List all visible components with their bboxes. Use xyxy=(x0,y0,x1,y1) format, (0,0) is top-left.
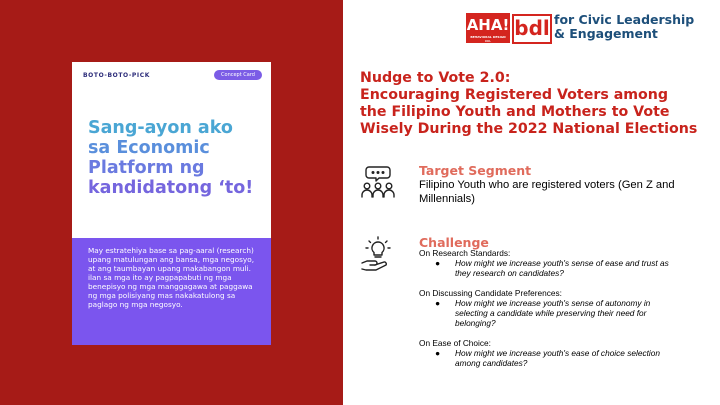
headline-line: Platform ng xyxy=(88,158,205,178)
challenge-group-label: On Ease of Choice: xyxy=(419,338,491,348)
card-brand: BOTO-BOTO-PICK xyxy=(83,72,151,79)
organization-logo xyxy=(466,13,706,45)
title-line: Encouraging Registered Voters among xyxy=(360,87,669,103)
people-discussion-icon xyxy=(360,164,396,200)
bullet-icon: ● xyxy=(435,348,441,358)
challenge-group xyxy=(419,338,714,368)
concept-card xyxy=(72,62,271,345)
challenge-group xyxy=(419,248,714,278)
card-body-panel xyxy=(72,238,271,345)
challenge-question-text: How might we increase youth's sense of autonomy in selecting a candidate while preserving their need for belonging? xyxy=(455,298,651,328)
target-segment-text: Filipino Youth who are registered voters (Gen Z and Millennials) xyxy=(419,179,675,205)
bdl-logo: bdl xyxy=(512,14,552,44)
challenge-question xyxy=(435,348,714,368)
card-top xyxy=(72,62,271,238)
challenge-group-label: On Discussing Candidate Preferences: xyxy=(419,288,562,298)
logo-tagline-line2: & Engagement xyxy=(554,26,658,41)
target-segment-heading: Target Segment xyxy=(419,163,532,178)
headline-line: kandidatong ‘to! xyxy=(88,178,254,198)
bullet-icon: ● xyxy=(435,298,441,308)
bullet-icon: ● xyxy=(435,258,441,268)
challenge-group-label: On Research Standards: xyxy=(419,248,511,258)
hand-lightbulb-icon xyxy=(360,236,396,272)
aha-logo-text: AHA! xyxy=(466,16,510,34)
challenge-heading: Challenge xyxy=(419,235,489,250)
challenge-group xyxy=(419,288,714,328)
title-line: Nudge to Vote 2.0: xyxy=(360,70,511,86)
challenge-question-text: How might we increase youth's ease of choice selection among candidates? xyxy=(455,348,660,368)
slide-title xyxy=(360,70,715,138)
card-body-text: May estratehiya base sa pag-aaral (research) upang matulungan ang bansa, mga negosyo, at ang taumbayan upang makabangon muli. ilan sa mga ito ay pagpapabuti ng mga benepisyo ng mga manggagawa at paggawa ng mga polisiyang mas nakakatulong sa paglago ng mga negosyo. xyxy=(88,246,255,309)
challenge-list xyxy=(419,248,714,378)
logo-tagline-line1: for Civic Leadership xyxy=(554,12,695,27)
title-line: Wisely During the 2022 National Elections xyxy=(360,121,698,137)
headline-line: Sang-ayon ako xyxy=(88,118,233,138)
challenge-question-text: How might we increase youth's sense of ease and trust as they research on candidates? xyxy=(455,258,669,278)
headline-line: sa Economic xyxy=(88,138,210,158)
aha-logo-subtext: BEHAVIORAL DESIGN CO. xyxy=(470,35,506,43)
aha-logo xyxy=(466,13,510,43)
concept-card-tag: Concept Card xyxy=(214,70,262,80)
logo-tagline xyxy=(554,13,704,41)
title-line: the Filipino Youth and Mothers to Vote xyxy=(360,104,670,120)
challenge-question xyxy=(435,258,714,278)
challenge-question xyxy=(435,298,714,328)
card-headline xyxy=(88,118,263,198)
